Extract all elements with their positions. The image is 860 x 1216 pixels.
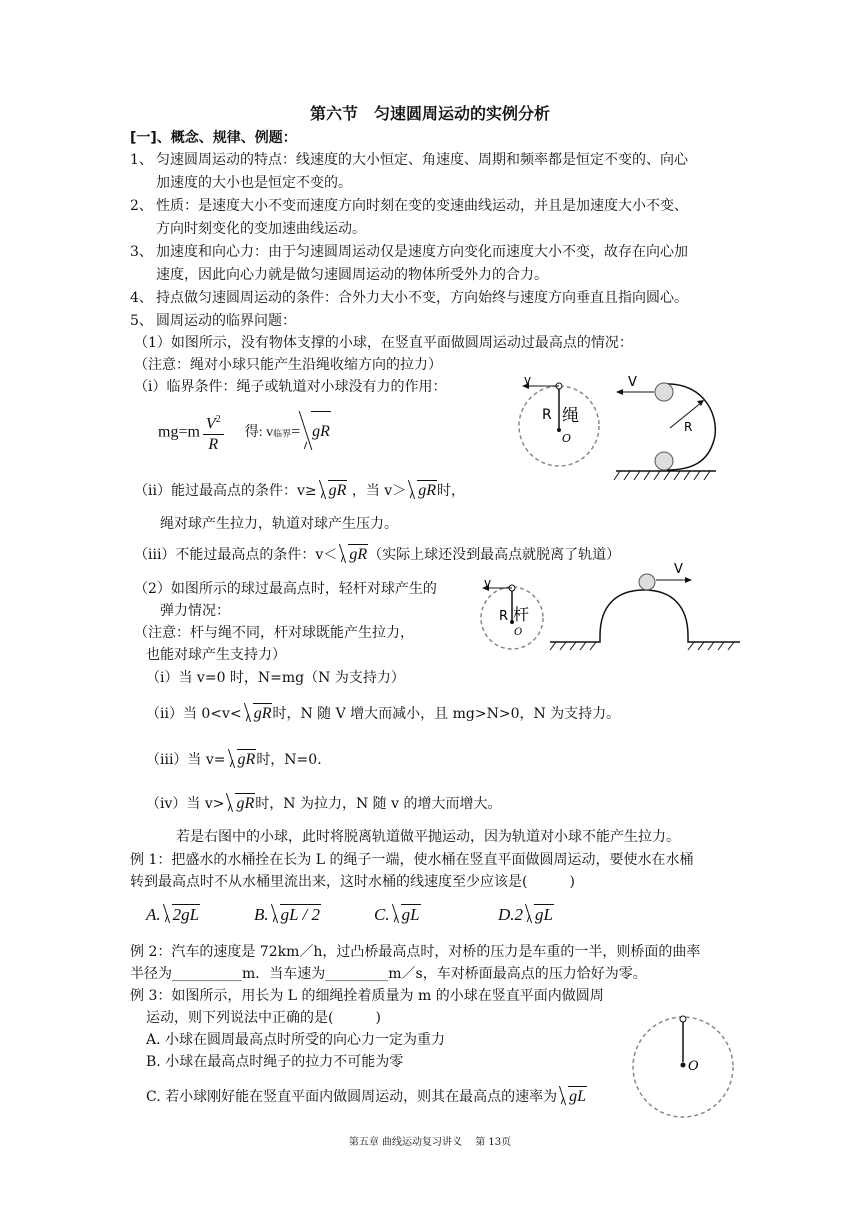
example1-line2: 转到最高点时不从水桶里流出来，这时水桶的线速度至少应该是( ) — [130, 874, 575, 890]
example3-line2: 运动，则下列说法中正确的是( ) — [146, 1010, 381, 1026]
fraction — [203, 410, 224, 455]
option-label: B. — [254, 905, 269, 924]
track-loop-diagram — [612, 370, 742, 490]
option-sqrt: gL / 2 — [269, 904, 321, 925]
formula-eq: = — [291, 423, 301, 441]
radius-label: R — [542, 407, 552, 423]
option-label: C. — [374, 905, 390, 924]
formula-subscript: 临界 — [273, 428, 292, 439]
text: （ii）能过最高点的条件：v≥ — [134, 483, 317, 499]
case2-iv — [146, 793, 501, 814]
text: C. 若小球刚好能在竖直平面内做圆周运动，则其在最高点的速率为 — [146, 1089, 558, 1105]
text: ，当 v＞ — [351, 483, 407, 499]
velocity-label: V — [674, 562, 683, 577]
item-number: 2、 — [130, 198, 153, 214]
option-sqrt: 2gL — [161, 904, 200, 925]
option-d — [498, 904, 554, 925]
rope-label: 绳 — [562, 406, 579, 426]
formula-lhs: mg=m — [158, 423, 200, 441]
case1-note: （注意：绳对小球只能产生沿绳收缩方向的拉力） — [134, 357, 442, 373]
case2-ii — [146, 703, 620, 724]
case1-condition-ii — [134, 480, 465, 501]
case1-condition-i: （i）临界条件：绳子或轨道对小球没有力的作用： — [134, 379, 447, 395]
option-b — [254, 904, 321, 925]
fraction-denominator: R — [208, 436, 219, 454]
section-heading: [一]、概念、规律、例题： — [130, 130, 297, 146]
center-label: O — [562, 432, 572, 445]
example3-line1: 例 3：如图所示，用长为 L 的细绳拴着质量为 m 的小球在竖直平面内做圆周 — [130, 988, 604, 1004]
item-text: 匀速圆周运动的特点：线速度的大小恒定、角速度、周期和频率都是恒定不变的、向心 — [156, 152, 688, 168]
item-text: 圆周运动的临界问题： — [156, 313, 296, 329]
formula-get: 得: v — [244, 425, 274, 441]
center-label: O — [514, 627, 523, 638]
sqrt-gR: gR — [406, 480, 437, 501]
item-number: 1、 — [130, 152, 153, 168]
sqrt-gR: gR — [224, 793, 255, 814]
sqrt-gR: gR — [226, 749, 257, 770]
case2-note1: （注意：杆与绳不同，杆对球既能产生拉力， — [134, 625, 414, 641]
option-sqrt: gL — [523, 904, 554, 925]
item-number: 4、 — [130, 290, 153, 306]
rod-label: 杆 — [513, 605, 530, 624]
example1-line1: 例 1：把盛水的水桶拴在长为 L 的绳子一端，使水桶在竖直平面做圆周运动，要使水在水桶 — [130, 852, 694, 868]
critical-formula — [158, 410, 331, 455]
text: 时，N=0. — [256, 752, 322, 768]
text: （iii）当 v= — [146, 752, 226, 768]
option-a — [146, 904, 200, 925]
option-coef: 2 — [514, 905, 524, 924]
item-text: 加速度的大小也是恒定不变的。 — [156, 175, 352, 191]
example3-option-b: B. 小球在最高点时绳子的拉力不可能为零 — [146, 1054, 404, 1070]
case2-line2: 弹力情况： — [160, 603, 230, 619]
case2-line1: （2）如图所示的球过最高点时，轻杆对球产生的 — [134, 581, 437, 597]
item-text: 速度，因此向心力就是做匀速圆周运动的物体所受外力的合力。 — [156, 267, 548, 283]
hump-track-diagram — [548, 558, 748, 658]
sqrt-gR: gR — [300, 411, 331, 452]
velocity-label: V — [628, 375, 637, 390]
option-label: D. — [498, 905, 515, 924]
text: 时，N 随 V 增大而减小，且 mg>N>0，N 为支持力。 — [272, 706, 621, 722]
example2-line1: 例 2：汽车的速度是 72km／h，过凸桥最高点时，对桥的压力是车重的一半，则桥面的曲率 — [130, 944, 701, 960]
page-footer: 第五章 曲线运动复习讲义 第 13页 — [348, 1137, 512, 1148]
text: （ii）当 0<v< — [146, 706, 242, 722]
item-text: 方向时刻变化的变加速曲线运动。 — [156, 221, 366, 237]
option-sqrt: gL — [390, 904, 421, 925]
case2-iii — [146, 749, 322, 770]
case1-condition-ii-line2: 绳对球产生拉力，轨道对球产生压力。 — [160, 516, 398, 532]
radius-label: R — [499, 609, 509, 624]
text: 时，N 为拉力，N 随 v 的增大而增大。 — [255, 796, 502, 812]
example3-option-c — [146, 1086, 587, 1107]
page-title: 第六节 匀速圆周运动的实例分析 — [309, 104, 550, 123]
item-text: 性质：是速度大小不变而速度方向时刻在变的变速曲线运动，并且是加速度大小不变、 — [156, 198, 688, 214]
case2-i: （i）当 v=0 时，N=mg（N 为支持力） — [146, 670, 405, 686]
fraction-numerator: V — [205, 415, 216, 433]
option-label: A. — [146, 905, 161, 924]
example3-option-a: A. 小球在圆周最高点时所受的向心力一定为重力 — [146, 1032, 446, 1048]
case2-note2: 也能对球产生支持力） — [146, 647, 286, 663]
text: 时， — [436, 483, 465, 499]
sqrt-gL: gL — [557, 1086, 587, 1107]
sqrt-gR: gR — [242, 703, 273, 724]
text: （iv）当 v> — [146, 796, 225, 812]
velocity-label: v — [484, 576, 492, 590]
rope-circle-diagram — [512, 374, 602, 474]
sqrt-gR: gR — [337, 544, 368, 565]
example2-line2: 半径为__________m．当车速为_________m／s，车对桥面最高点的压力恰好为零。 — [130, 966, 647, 982]
item-number: 3、 — [130, 244, 153, 260]
radius-label: R — [684, 420, 693, 434]
center-label: O — [688, 1059, 699, 1074]
velocity-label: v — [524, 373, 532, 387]
example3-circle-diagram — [630, 1014, 740, 1124]
case2-extra: 若是右图中的小球，此时将脱离轨道做平抛运动，因为轨道对小球不能产生拉力。 — [176, 829, 680, 845]
item-number: 5、 — [130, 313, 153, 329]
sqrt-gR: gR — [317, 480, 348, 501]
rod-circle-diagram — [470, 576, 550, 660]
case1-intro: （1）如图所示，没有物体支撑的小球，在竖直平面做圆周运动过最高点的情况： — [134, 335, 633, 351]
text: （iii）不能过最高点的条件：v＜ — [134, 547, 338, 563]
item-text: 持点做匀速圆周运动的条件：合外力大小不变，方向始终与速度方向垂直且指向圆心。 — [156, 290, 688, 306]
text: （实际上球还没到最高点就脱离了轨道） — [368, 547, 621, 563]
fraction-exponent: 2 — [215, 414, 221, 425]
option-c — [374, 904, 421, 925]
item-text: 加速度和向心力：由于匀速圆周运动仅是速度方向变化而速度大小不变，故存在向心加 — [156, 244, 688, 260]
